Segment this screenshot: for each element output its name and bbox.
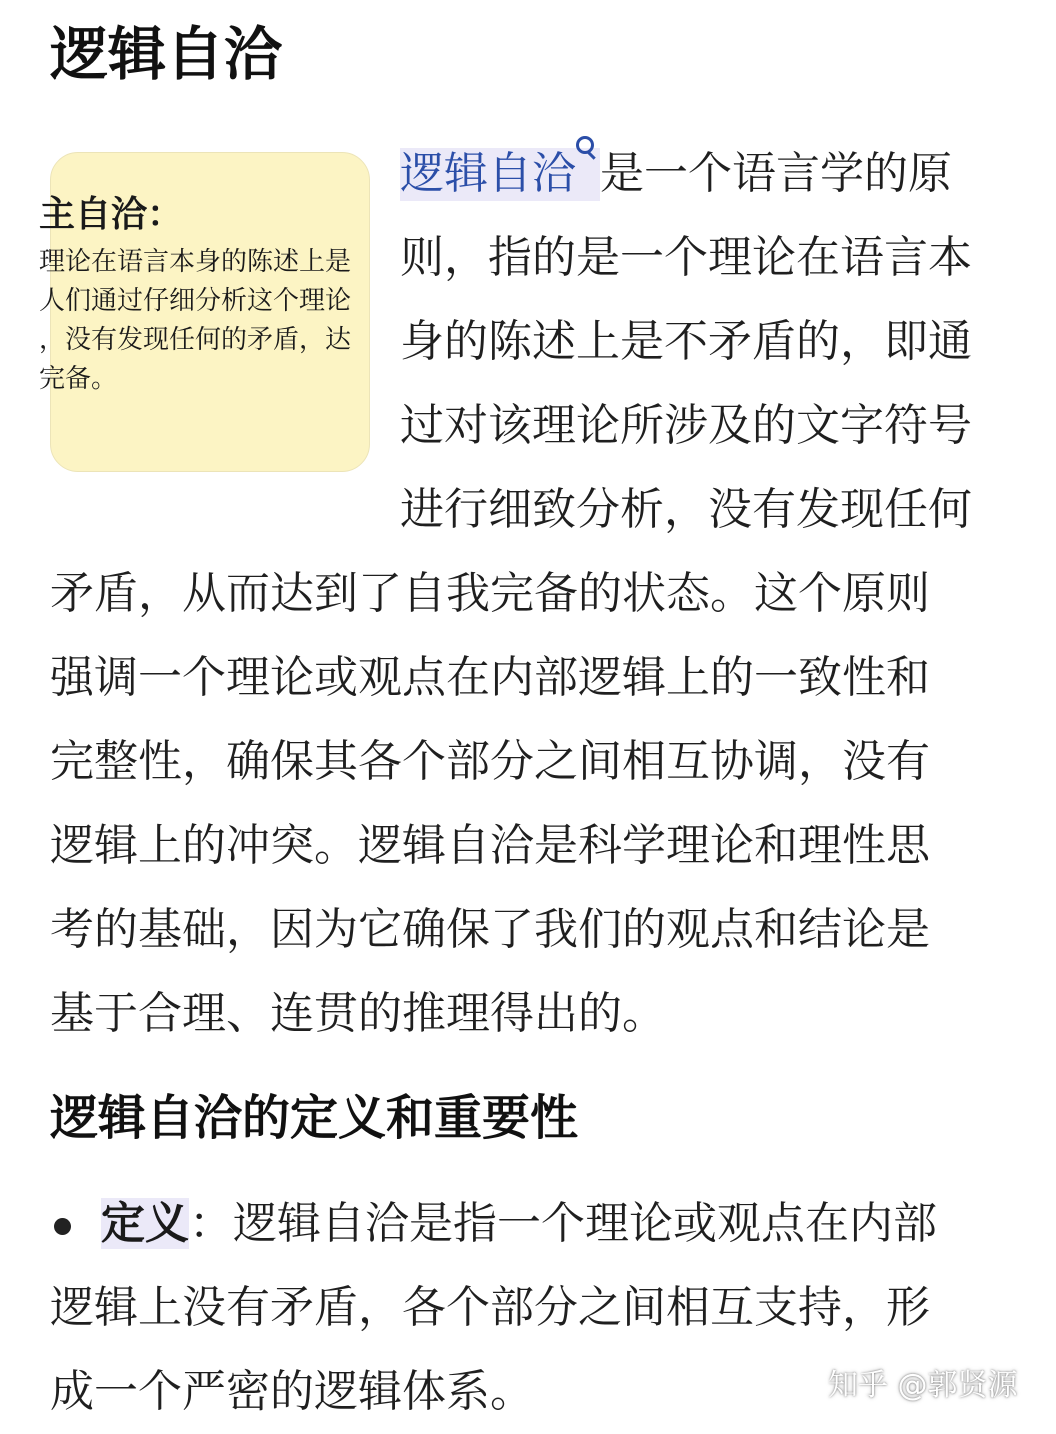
- body-line: 完整性，确保其各个部分之间相互协调，没有: [50, 736, 930, 787]
- term-link-label: 逻辑自洽: [400, 148, 576, 199]
- body-line: 基于合理、连贯的推理得出的。: [50, 988, 666, 1039]
- intro-line: 则，指的是一个理论在语言本: [400, 232, 972, 283]
- body-line: 逻辑上的冲突。逻辑自洽是科学理论和理性思: [50, 820, 930, 871]
- article-page: [39, 0, 1030, 1429]
- bullet-line: [50, 1182, 1040, 1266]
- intro-line: 进行细致分析，没有发现任何: [400, 484, 972, 535]
- preview-line: 人们通过仔细分析这个理论: [39, 286, 352, 316]
- bullet-line: 成一个严密的逻辑体系。: [50, 1366, 534, 1417]
- intro-line: 过对该理论所涉及的文字符号: [400, 400, 972, 451]
- preview-image-content: [39, 191, 459, 399]
- search-icon: [576, 136, 598, 162]
- body-line: 考的基础，因为它确保了我们的观点和结论是: [50, 904, 930, 955]
- intro-line-rest: 是一个语言学的原: [600, 148, 952, 199]
- preview-heading: 主自洽：: [39, 193, 184, 235]
- body-paragraph: [50, 552, 1040, 1056]
- body-line: 矛盾，从而达到了自我完备的状态。这个原则: [50, 568, 930, 619]
- preview-line: 理论在语言本身的陈述上是: [39, 247, 352, 277]
- page-title: 逻辑自洽: [50, 20, 283, 88]
- preview-line: ，没有发现任何的矛盾，达: [39, 325, 352, 355]
- definition-separator: ：: [189, 1198, 233, 1249]
- section-title: 逻辑自洽的定义和重要性: [50, 1090, 579, 1146]
- preview-image-card[interactable]: [39, 152, 370, 472]
- bullet-dot-icon: [54, 1218, 71, 1235]
- intro-line: [400, 132, 1040, 216]
- body-line: 强调一个理论或观点在内部逻辑上的一致性和: [50, 652, 930, 703]
- intro-paragraph: [400, 132, 1040, 552]
- watermark: 知乎 @郭贤源: [828, 1368, 1018, 1403]
- definition-term[interactable]: 定义: [101, 1198, 189, 1249]
- bullet-line-rest: 逻辑自洽是指一个理论或观点在内部: [233, 1198, 937, 1249]
- bullet-line: 逻辑上没有矛盾，各个部分之间相互支持，形: [50, 1282, 930, 1333]
- intro-line: 身的陈述上是不矛盾的，即通: [400, 316, 972, 367]
- preview-line: 完备。: [39, 364, 118, 394]
- term-link[interactable]: [400, 148, 600, 201]
